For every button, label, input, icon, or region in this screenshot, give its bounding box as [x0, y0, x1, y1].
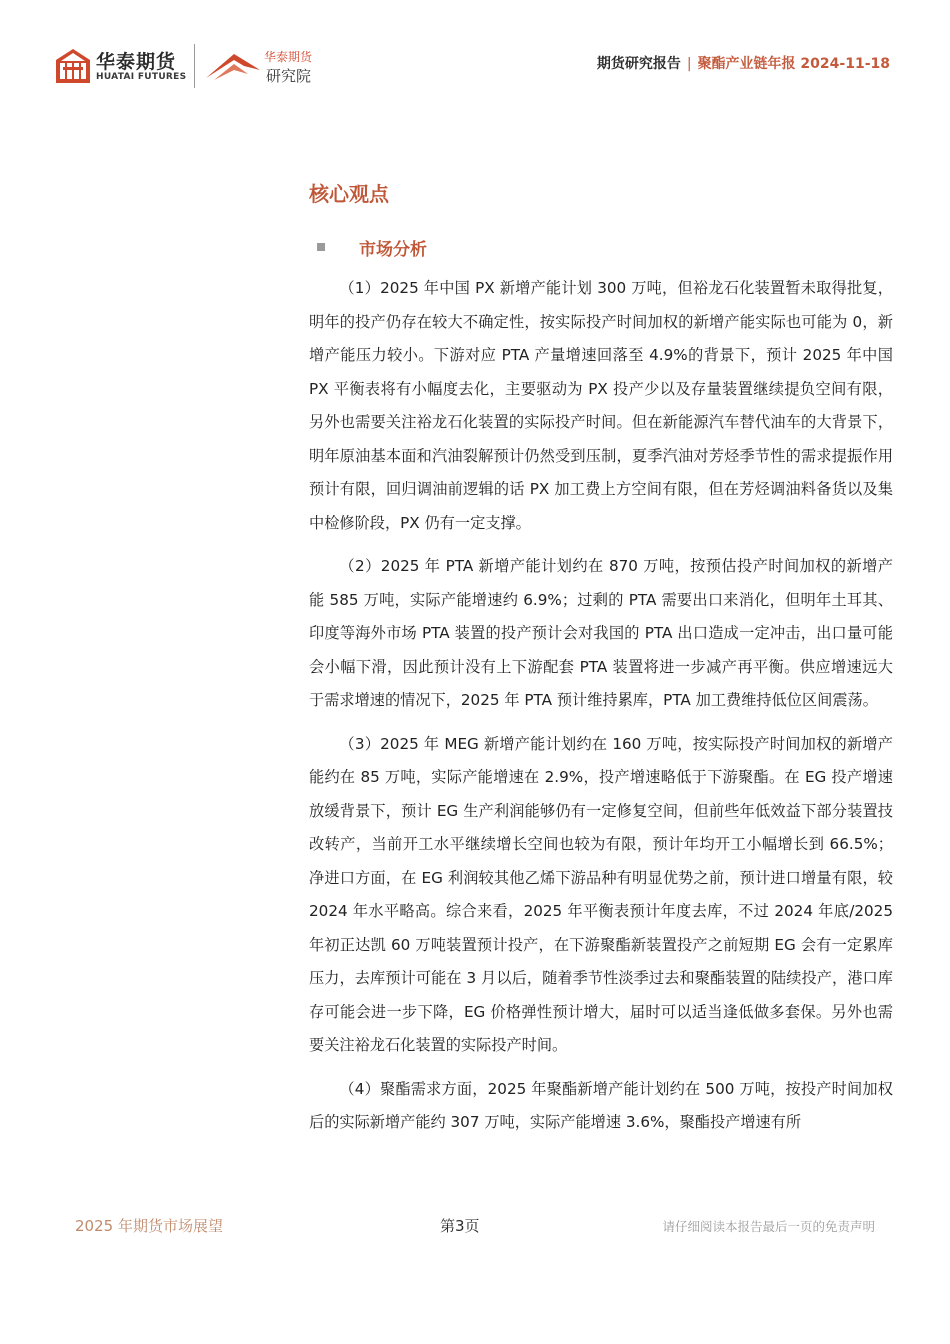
- report-type: 期货研究报告: [596, 56, 681, 72]
- header-separator: |: [686, 56, 692, 72]
- report-title: 聚酯产业链年报 2024-11-18: [697, 56, 890, 72]
- research-institute-logo-icon: [204, 50, 262, 82]
- page-number: 第3页: [440, 1217, 480, 1235]
- brand-name-cn: 华泰期货: [96, 51, 177, 73]
- institute-name-bottom: 研究院: [266, 67, 312, 85]
- paragraph-polyester: （4）聚酯需求方面，2025 年聚酯新增产能计划约在 500 万吨，按投产时间加权后的实际新增产能约 307 万吨，实际产能增速 3.6%，聚酯投产增速有所: [309, 1079, 893, 1131]
- paragraph-pta: （2）2025 年 PTA 新增产能计划约在 870 万吨，按预估投产时间加权的新增产能 585 万吨，实际产能增速约 6.9%；过剩的 PTA 需要出口来消化，但明年土耳其、印度等海外市场 PTA 装置的投产预计会对我国的 PTA 出口造成一定冲击，出口量可能会小幅下滑，因此预计没有上下游配套 PTA 装置将进一步减产再平衡。供应增速远大于需求增速的情况下，2025 年 PTA 预计维持累库，PTA 加工费维持低位区间震荡。: [309, 557, 893, 709]
- main-content: [309, 176, 893, 1150]
- square-bullet-icon: [317, 243, 325, 251]
- page-footer: [0, 1200, 950, 1240]
- section-label: 市场分析: [359, 239, 427, 260]
- huatai-logo-icon: [55, 48, 91, 84]
- disclaimer-note: 请仔细阅读本报告最后一页的免责声明: [662, 1219, 875, 1234]
- report-header-info: [597, 53, 890, 73]
- page-title: 核心观点: [309, 182, 389, 206]
- page-header: [0, 0, 950, 100]
- section-heading: [309, 232, 893, 262]
- paragraph-meg: （3）2025 年 MEG 新增产能计划约在 160 万吨，按实际投产时间加权的新增产能约在 85 万吨，实际产能增速在 2.9%，投产增速略低于下游聚酯。在 EG 投产增速放缓背景下，预计 EG 生产利润能够仍有一定修复空间，但前些年低效益下部分装置技改转产，当前开工水平继续增长空间也较为有限，预计年均开工小幅增长到 66.5%；净进口方面，在 EG 利润较其他乙烯下游品种有明显优势之前，预计进口增量有限，较 2024 年水平略高。综合来看，2025 年平衡表预计年度去库，不过 2024 年底/2025 年初正达凯 60 万吨装置预计投产，在下游聚酯新装置投产之前短期 EG 会有一定累库压力，去库预计可能在 3 月以后，随着季节性淡季过去和聚酯装置的陆续投产，港口库存可能会进一步下降，EG 价格弹性预计增大，届时可以适当逢低做多套保。另外也需要关注裕龙石化装置的实际投产时间。: [309, 734, 893, 1054]
- footer-title: 2025 年期货市场展望: [75, 1217, 223, 1235]
- paragraph-px: （1）2025 年中国 PX 新增产能计划 300 万吨，但裕龙石化装置暂未取得批复，明年的投产仍存在较大不确定性，按实际投产时间加权的新增产能实际也可能为 0，新增产能压力较小。下游对应 PTA 产量增速回落至 4.9%的背景下，预计 2025 年中国 PX 平衡表将有小幅度去化，主要驱动为 PX 投产少以及存量装置继续提负空间有限，另外也需要关注裕龙石化装置的实际投产时间。但在新能源汽车替代油车的大背景下，明年原油基本面和汽油裂解预计仍然受到压制，夏季汽油对芳烃季节性的需求提振作用预计有限，回归调油前逻辑的话 PX 加工费上方空间有限，但在芳烃调油料备货以及集中检修阶段，PX 仍有一定支撑。: [309, 279, 893, 532]
- logo-divider: [194, 44, 195, 88]
- brand-name-en: HUATAI FUTURES: [96, 72, 187, 82]
- institute-name-top: 华泰期货: [264, 50, 313, 64]
